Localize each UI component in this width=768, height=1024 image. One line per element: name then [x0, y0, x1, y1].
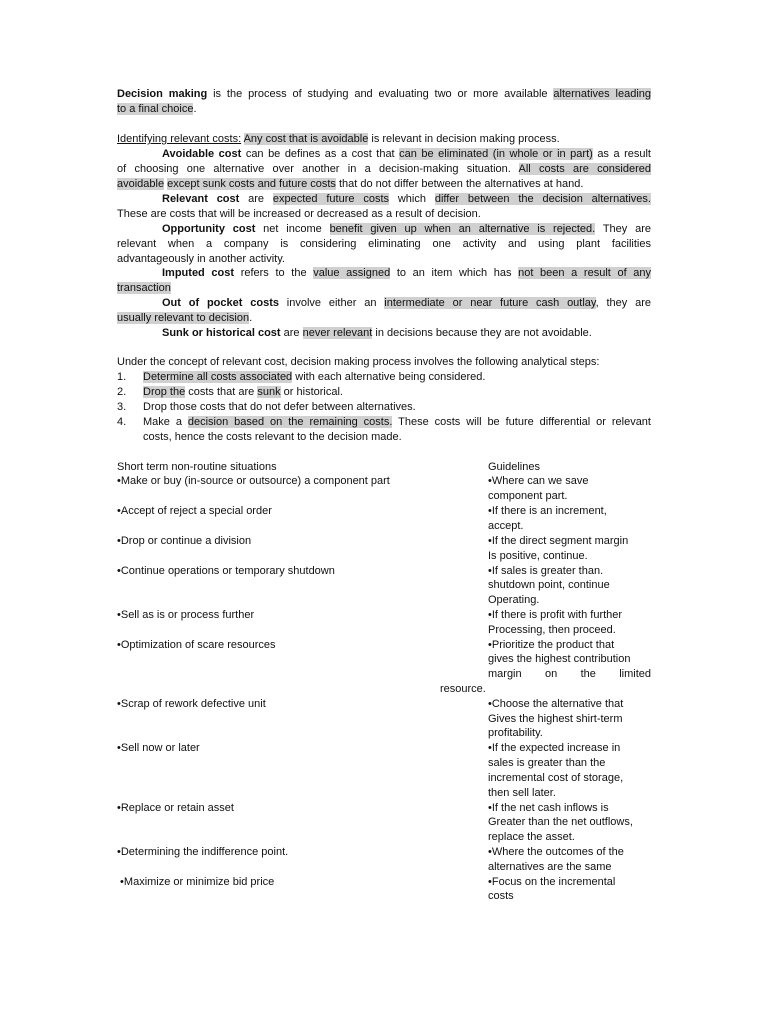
guideline-line: incremental cost of storage, [488, 772, 624, 784]
term-out-of-pocket: Out of pocket costs [162, 297, 279, 309]
situation-item: •Replace or retain asset [117, 802, 234, 814]
highlight-drop-the: Drop the [143, 386, 186, 398]
imputed-text-2: to an item which has [390, 267, 519, 279]
highlight-differ: differ between the decision alternatives. [434, 193, 651, 205]
step-number: 1. [117, 371, 127, 383]
step-rest: with each alternative being considered. [292, 371, 486, 383]
avoidable-text-4: that do not differ between the alternatives at hand. [335, 178, 584, 190]
situation-item: •Make or buy (in-source or outsource) a component part [117, 475, 390, 487]
guideline-line: •Where can we save [488, 475, 589, 487]
sunk-text-2: in decisions because they are not avoidable. [372, 327, 592, 339]
situation-item: •Scrap of rework defective unit [117, 698, 266, 710]
guideline-line: profitability. [488, 727, 543, 739]
step-rest: These costs will be future differential or relevant [392, 416, 651, 428]
situation-item: •Drop or continue a division [117, 535, 252, 547]
highlight-never-relevant: never relevant [302, 327, 373, 339]
step-4-continuation: costs, hence the costs relevant to the decision made. [143, 431, 402, 443]
highlight-alternatives: alternatives leading [553, 88, 651, 100]
intro-line-1 [117, 87, 651, 102]
step-item [117, 370, 651, 385]
guideline-line: •If sales is greater than. [488, 565, 604, 577]
outofpocket-text-2: , they are [595, 297, 651, 309]
highlight-transaction: transaction [117, 282, 171, 294]
outofpocket-line-1 [162, 296, 651, 311]
guideline-line: •Focus on the incremental [488, 876, 616, 888]
step-text [143, 385, 343, 400]
situation-item: •Maximize or minimize bid price [117, 876, 275, 888]
sunk-text-1: are [280, 327, 303, 339]
guideline-line: Operating. [488, 594, 540, 606]
opportunity-text-1: net income [255, 223, 330, 235]
avoidable-text-1: can be defines as a cost that [241, 148, 400, 160]
step-text: Drop those costs that do not defer between alternatives. [143, 401, 416, 413]
avoidable-line-3 [117, 177, 651, 192]
relevant-line-2: These are costs that will be increased or decreased as a result of decision. [117, 208, 481, 220]
imputed-text-1: refers to the [234, 267, 314, 279]
guideline-line: Is positive, continue. [488, 550, 588, 562]
guideline-line: margin on the limited [488, 668, 651, 680]
highlight-avoidable: Any cost that is avoidable [243, 133, 369, 145]
table-left-header: Short term non-routine situations [117, 461, 277, 473]
avoidable-line-2 [117, 162, 651, 177]
guideline-line: •If the direct segment margin [488, 535, 629, 547]
situation-item: •Determining the indifference point. [117, 846, 289, 858]
highlight-not-a-result: not been a result of any [518, 267, 652, 279]
situation-item: •Continue operations or temporary shutdown [117, 565, 335, 577]
step-item [117, 385, 651, 400]
guideline-line: component part. [488, 490, 568, 502]
term-decision-making: Decision making [117, 88, 208, 100]
term-relevant-cost: Relevant cost [162, 193, 240, 205]
guideline-line: then sell later. [488, 787, 556, 799]
opportunity-line-1 [162, 222, 651, 237]
guideline-line: accept. [488, 520, 524, 532]
highlight-benefit-given-up: benefit given up when an alternative is rejected. [329, 223, 596, 235]
term-avoidable-cost: Avoidable cost [162, 148, 242, 160]
guideline-line: •If the expected increase in [488, 742, 621, 754]
step-number: 2. [117, 386, 127, 398]
opportunity-text-2: They are [595, 223, 651, 235]
situation-item: •Optimization of scare resources [117, 639, 276, 651]
outofpocket-end: . [249, 312, 253, 324]
highlight-eliminated: can be eliminated (in whole or in part) [399, 148, 593, 160]
guideline-line: Greater than the net outflows, [488, 816, 633, 828]
sunk-line [162, 326, 651, 341]
highlight-sunk: sunk [257, 386, 281, 398]
step-text [143, 415, 651, 430]
highlight-cash-outlay: intermediate or near future cash outlay [384, 297, 596, 309]
highlight-determine: Determine all costs associated [143, 371, 293, 383]
guideline-line: •Choose the alternative that [488, 698, 624, 710]
guideline-line: replace the asset. [488, 831, 575, 843]
guideline-line: •If the net cash inflows is [488, 802, 609, 814]
term-imputed-cost: Imputed cost [162, 267, 235, 279]
guideline-line: •If there is an increment, [488, 505, 607, 517]
intro-text: is the process of studying and evaluating two or more available [207, 88, 554, 100]
step-pre: Make a [143, 416, 188, 428]
guideline-line: Processing, then proceed. [488, 624, 616, 636]
opportunity-line-3: advantageously in another activity. [117, 253, 285, 265]
identify-line [117, 132, 651, 147]
table-right-header: Guidelines [488, 461, 540, 473]
step-rest: or historical. [280, 386, 343, 398]
step-text [143, 370, 485, 385]
outofpocket-line-2 [117, 311, 651, 326]
term-sunk-cost: Sunk or historical cost [162, 327, 281, 339]
guideline-line: gives the highest contribution [488, 653, 631, 665]
identify-label: Identifying relevant costs: [117, 133, 242, 145]
guideline-line: alternatives are the same [488, 861, 612, 873]
guideline-line: •If there is profit with further [488, 609, 623, 621]
highlight-all-costs: All costs are considered [518, 163, 651, 175]
highlight-final-choice: to a final choice [117, 103, 194, 115]
imputed-line-1 [162, 266, 651, 281]
intro-line-2 [117, 102, 651, 117]
steps-intro: Under the concept of relevant cost, decision making process involves the following analytical steps: [117, 356, 600, 368]
relevant-line-1 [162, 192, 651, 207]
situation-item: •Sell as is or process further [117, 609, 255, 621]
step-item [117, 400, 651, 415]
highlight-usually-relevant: usually relevant to decision [117, 312, 250, 324]
step-number: 3. [117, 401, 127, 413]
step-mid: costs that are [185, 386, 258, 398]
guideline-line: shutdown point, continue [488, 579, 610, 591]
outofpocket-text-1: involve either an [278, 297, 385, 309]
relevant-text-2: which [389, 193, 435, 205]
highlight-avoidable-word: avoidable [117, 178, 165, 190]
relevant-text-1: are [239, 193, 273, 205]
highlight-except-sunk: except sunk costs and future costs [167, 178, 336, 190]
guideline-line: Gives the highest shirt-term [488, 713, 623, 725]
guideline-line: •Prioritize the product that [488, 639, 615, 651]
situation-item: •Accept of reject a special order [117, 505, 272, 517]
intro-end: . [193, 103, 197, 115]
avoidable-text-3: of choosing one alternative over another in a decision-making situation. [117, 163, 519, 175]
identify-rest: is relevant in decision making process. [368, 133, 560, 145]
step-number: 4. [117, 416, 127, 428]
guideline-line: sales is greater than the [488, 757, 606, 769]
highlight-expected-future: expected future costs [272, 193, 390, 205]
highlight-decision-based: decision based on the remaining costs. [187, 416, 393, 428]
guideline-line: resource. [440, 683, 486, 695]
highlight-value-assigned: value assigned [313, 267, 391, 279]
avoidable-text-2: as a result [592, 148, 651, 160]
imputed-line-2 [117, 281, 651, 296]
guideline-line: •Where the outcomes of the [488, 846, 624, 858]
step-item [117, 415, 651, 430]
situation-item: •Sell now or later [117, 742, 200, 754]
term-opportunity-cost: Opportunity cost [162, 223, 256, 235]
guideline-line: costs [488, 890, 514, 902]
avoidable-line-1 [162, 147, 651, 162]
opportunity-line-2: relevant when a company is considering eliminating one activity and using plant facilities [117, 238, 651, 250]
